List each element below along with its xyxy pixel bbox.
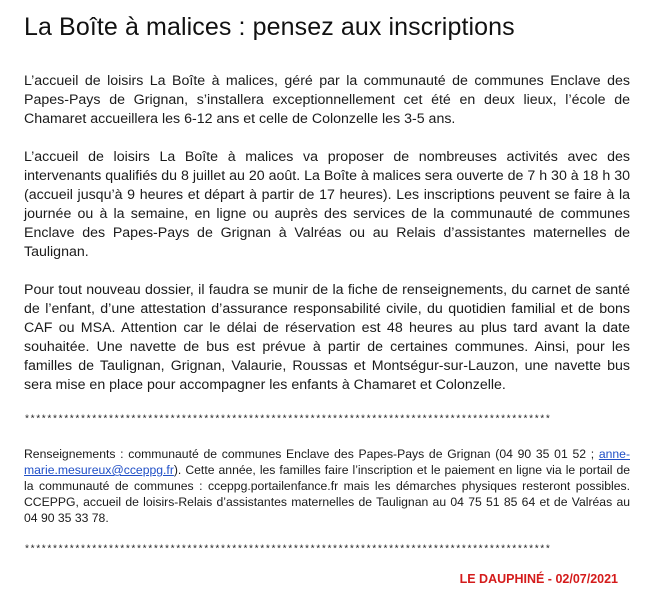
source-separator: -: [544, 572, 556, 586]
info-text-after: ). Cette année, les familles faire l’inscription et le paiement en ligne via le portail de la communauté de communes : cceppg.portailenfance.fr mais les démarches physiques resteront possibles. CCEPPG, accueil de loisirs-Relais d’assistantes maternelles de Taulignan au 04 75 51 85 64 et de Valréas au 04 90 35 33 78.: [24, 463, 630, 525]
source-credit: [460, 572, 618, 586]
info-block: [24, 446, 630, 526]
article-paragraph-3: Pour tout nouveau dossier, il faudra se munir de la fiche de renseignements, du carnet de santé de l’enfant, d’une attestation d’assurance responsabilité civile, du quotidien familial et de bons CAF ou MSA. Attention car le délai de réservation est 48 heures au plus tard avant la date souhaitée. Une navette de bus est prévue à partir de certaines communes. Ainsi, pour les familles de Taulignan, Grignan, Valaurie, Roussas et Montségur-sur-Lauzon, une navette bus sera mise en place pour accompagner les enfants à Chamaret et Colonzelle.: [24, 282, 630, 393]
separator-top: **********************************************************************************************: [24, 415, 551, 426]
publication-date: 02/07/2021: [555, 572, 618, 586]
email-link[interactable]: anne-marie.mesureux@cceppg.fr: [24, 447, 630, 477]
newspaper-name: LE DAUPHINÉ: [459, 572, 545, 586]
info-text-before: Renseignements : communauté de communes Enclave des Papes-Pays de Grignan (04 90 35 01 52 ;: [24, 447, 599, 461]
article-paragraph-1: L’accueil de loisirs La Boîte à malices, géré par la communauté de communes Enclave des Papes-Pays de Grignan, s’installera exceptionnellement cet été en deux lieux, l’école de Chamaret accueillera les 6-12 ans et celle de Colonzelle les 3-5 ans.: [24, 73, 630, 127]
article-paragraph-2: L’accueil de loisirs La Boîte à malices va proposer de nombreuses activités avec des intervenants qualifiés du 8 juillet au 20 août. La Boîte à malices sera ouverte de 7 h 30 à 18 h 30 (accueil jusqu’à 9 heures et départ à partir de 17 heures). Les inscriptions peuvent se faire à la journée ou à la semaine, en ligne ou auprès des services de la communauté de communes Enclave des Papes-Pays de Grignan à Valréas ou au Relais d’assistantes maternelles de Taulignan.: [24, 149, 630, 260]
separator-bottom: **********************************************************************************************: [24, 545, 551, 556]
article-title: La Boîte à malices : pensez aux inscriptions: [24, 13, 515, 41]
